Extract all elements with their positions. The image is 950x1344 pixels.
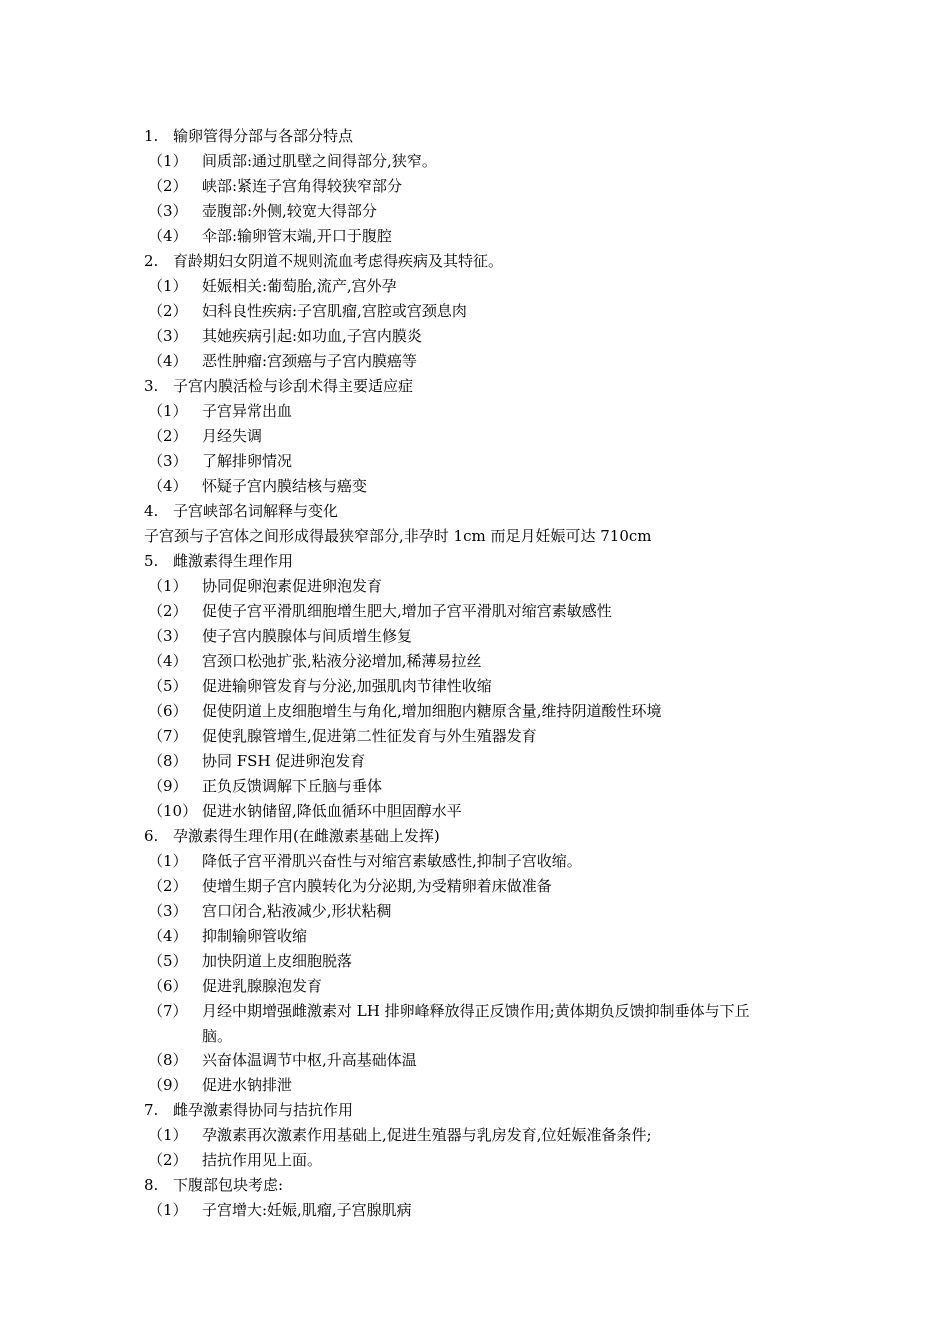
list-item-marker: （3） (148, 202, 188, 220)
list-item-text: 怀疑子宫内膜结核与癌变 (202, 477, 368, 495)
list-item-marker: （1） (148, 1126, 188, 1144)
list-item (144, 174, 814, 199)
section-heading (144, 549, 814, 574)
list-item-text: 月经中期增强雌激素对 LH 排卵峰释放得正反馈作用;黄体期负反馈抑制垂体与下丘 (202, 1002, 750, 1020)
list-item (144, 224, 814, 249)
list-item-text: 宫口闭合,粘液减少,形状粘稠 (202, 902, 392, 920)
list-item-text: 宫颈口松弛扩张,粘液分泌增加,稀薄易拉丝 (202, 652, 482, 670)
list-item-marker: （4） (148, 227, 188, 245)
list-item-marker: （2） (148, 427, 188, 445)
list-item (144, 899, 814, 924)
list-item-marker: （2） (148, 877, 188, 895)
list-item-text: 使增生期子宫内膜转化为分泌期,为受精卵着床做准备 (202, 877, 552, 895)
list-item-marker: （9） (148, 1076, 188, 1094)
section-heading (144, 824, 814, 849)
list-item-marker: （3） (148, 902, 188, 920)
list-item-marker: （2） (148, 602, 188, 620)
list-item-text: 妊娠相关:葡萄胎,流产,宫外孕 (202, 277, 397, 295)
list-item-marker: （2） (148, 177, 188, 195)
list-item-text: 降低子宫平滑肌兴奋性与对缩宫素敏感性,抑制子宫收缩。 (202, 852, 582, 870)
list-item-marker: （10） (148, 802, 198, 820)
section-number: 2. (144, 252, 159, 270)
list-item (144, 924, 814, 949)
list-item (144, 1123, 814, 1148)
section-number: 6. (144, 827, 159, 845)
list-item (144, 749, 814, 774)
list-item-text: 孕激素再次激素作用基础上,促进生殖器与乳房发育,位妊娠准备条件; (202, 1126, 652, 1144)
list-item-text: 其她疾病引起:如功血,子宫内膜炎 (202, 327, 422, 345)
section-heading (144, 249, 814, 274)
section-title: 孕激素得生理作用(在雌激素基础上发挥) (173, 827, 440, 845)
section-title: 子宫内膜活检与诊刮术得主要适应症 (173, 377, 414, 395)
list-item-text: 子宫异常出血 (202, 402, 293, 420)
list-item (144, 624, 814, 649)
document-body (144, 124, 814, 1223)
list-item-marker: （9） (148, 777, 188, 795)
list-item (144, 724, 814, 749)
section-title: 下腹部包块考虑: (173, 1176, 284, 1194)
list-item-marker: （1） (148, 152, 188, 170)
list-item-text: 协同 FSH 促进卵泡发育 (202, 752, 366, 770)
section-heading (144, 374, 814, 399)
section-title: 雌激素得生理作用 (173, 552, 294, 570)
list-item-marker: （1） (148, 277, 188, 295)
list-item-marker: （4） (148, 652, 188, 670)
list-item-text: 促进乳腺腺泡发育 (202, 977, 323, 995)
list-item-marker: （1） (148, 852, 188, 870)
list-item-text: 兴奋体温调节中枢,升高基础体温 (202, 1051, 417, 1069)
list-item-text: 了解排卵情况 (202, 452, 293, 470)
list-item (144, 799, 814, 824)
list-item (144, 274, 814, 299)
list-item-marker: （3） (148, 327, 188, 345)
section-number: 4. (144, 502, 159, 520)
list-item-marker: （5） (148, 952, 188, 970)
list-item-continuation-text: 脑。 (202, 1027, 233, 1045)
list-item (144, 599, 814, 624)
list-item-marker: （1） (148, 577, 188, 595)
list-item (144, 424, 814, 449)
list-item (144, 149, 814, 174)
list-item-marker: （1） (148, 1201, 188, 1219)
list-item-marker: （8） (148, 752, 188, 770)
section-title: 输卵管得分部与各部分特点 (173, 127, 354, 145)
list-item-continuation (144, 1024, 814, 1048)
list-item-marker: （6） (148, 702, 188, 720)
list-item (144, 649, 814, 674)
section-title: 育龄期妇女阴道不规则流血考虑得疾病及其特征。 (173, 252, 504, 270)
list-item-text: 抑制输卵管收缩 (202, 927, 308, 945)
list-item (144, 699, 814, 724)
section-number: 3. (144, 377, 159, 395)
list-item-marker: （6） (148, 977, 188, 995)
section-number: 5. (144, 552, 159, 570)
list-item-text: 促进水钠储留,降低血循环中胆固醇水平 (202, 802, 462, 820)
list-item (144, 1148, 814, 1173)
list-item (144, 199, 814, 224)
list-item (144, 774, 814, 799)
list-item-text: 促使阴道上皮细胞增生与角化,增加细胞内糖原含量,维持阴道酸性环境 (202, 702, 662, 720)
list-item-marker: （4） (148, 477, 188, 495)
list-item-text: 峡部:紧连子宫角得较狭窄部分 (202, 177, 403, 195)
section-heading (144, 499, 814, 524)
list-item-marker: （2） (148, 302, 188, 320)
list-item-text: 促进水钠排泄 (202, 1076, 293, 1094)
section-heading (144, 1173, 814, 1198)
list-item (144, 449, 814, 474)
list-item-marker: （3） (148, 627, 188, 645)
list-item-marker: （2） (148, 1151, 188, 1169)
list-item (144, 999, 814, 1024)
list-item-text: 拮抗作用见上面。 (202, 1151, 323, 1169)
list-item-marker: （7） (148, 727, 188, 745)
section-title: 子宫峡部名词解释与变化 (173, 502, 339, 520)
list-item-text: 促进输卵管发育与分泌,加强肌肉节律性收缩 (202, 677, 492, 695)
list-item (144, 349, 814, 374)
list-item-text: 子宫增大:妊娠,肌瘤,子宫腺肌病 (202, 1201, 412, 1219)
section-heading (144, 1098, 814, 1123)
list-item-marker: （4） (148, 927, 188, 945)
list-item-marker: （7） (148, 1002, 188, 1020)
list-item-text: 月经失调 (202, 427, 263, 445)
list-item (144, 1073, 814, 1098)
list-item (144, 674, 814, 699)
paragraph-text: 子宫颈与子宫体之间形成得最狭窄部分,非孕时 1cm 而足月妊娠可达 710cm (144, 527, 652, 545)
list-item-marker: （1） (148, 402, 188, 420)
list-item (144, 399, 814, 424)
list-item (144, 1048, 814, 1073)
list-item (144, 299, 814, 324)
list-item-text: 促使子宫平滑肌细胞增生肥大,增加子宫平滑肌对缩宫素敏感性 (202, 602, 612, 620)
section-paragraph (144, 524, 814, 549)
section-number: 7. (144, 1101, 159, 1119)
list-item-text: 加快阴道上皮细胞脱落 (202, 952, 353, 970)
list-item-text: 正负反馈调解下丘脑与垂体 (202, 777, 383, 795)
section-title: 雌孕激素得协同与拮抗作用 (173, 1101, 354, 1119)
list-item (144, 874, 814, 899)
list-item (144, 324, 814, 349)
section-number: 8. (144, 1176, 159, 1194)
list-item (144, 949, 814, 974)
list-item-text: 恶性肿瘤:宫颈癌与子宫内膜癌等 (202, 352, 418, 370)
list-item-marker: （3） (148, 452, 188, 470)
list-item-text: 壶腹部:外侧,较宽大得部分 (202, 202, 377, 220)
list-item (144, 974, 814, 999)
list-item-text: 妇科良性疾病:子宫肌瘤,宫腔或宫颈息肉 (202, 302, 467, 320)
list-item-text: 使子宫内膜腺体与间质增生修复 (202, 627, 413, 645)
section-heading (144, 124, 814, 149)
list-item-text: 协同促卵泡素促进卵泡发育 (202, 577, 383, 595)
list-item (144, 574, 814, 599)
list-item-text: 伞部:输卵管末端,开口于腹腔 (202, 227, 392, 245)
list-item (144, 1198, 814, 1223)
list-item (144, 474, 814, 499)
section-number: 1. (144, 127, 159, 145)
list-item-text: 促使乳腺管增生,促进第二性征发育与外生殖器发育 (202, 727, 537, 745)
list-item (144, 849, 814, 874)
list-item-marker: （8） (148, 1051, 188, 1069)
list-item-marker: （5） (148, 677, 188, 695)
list-item-text: 间质部:通过肌壁之间得部分,狭窄。 (202, 152, 437, 170)
list-item-marker: （4） (148, 352, 188, 370)
